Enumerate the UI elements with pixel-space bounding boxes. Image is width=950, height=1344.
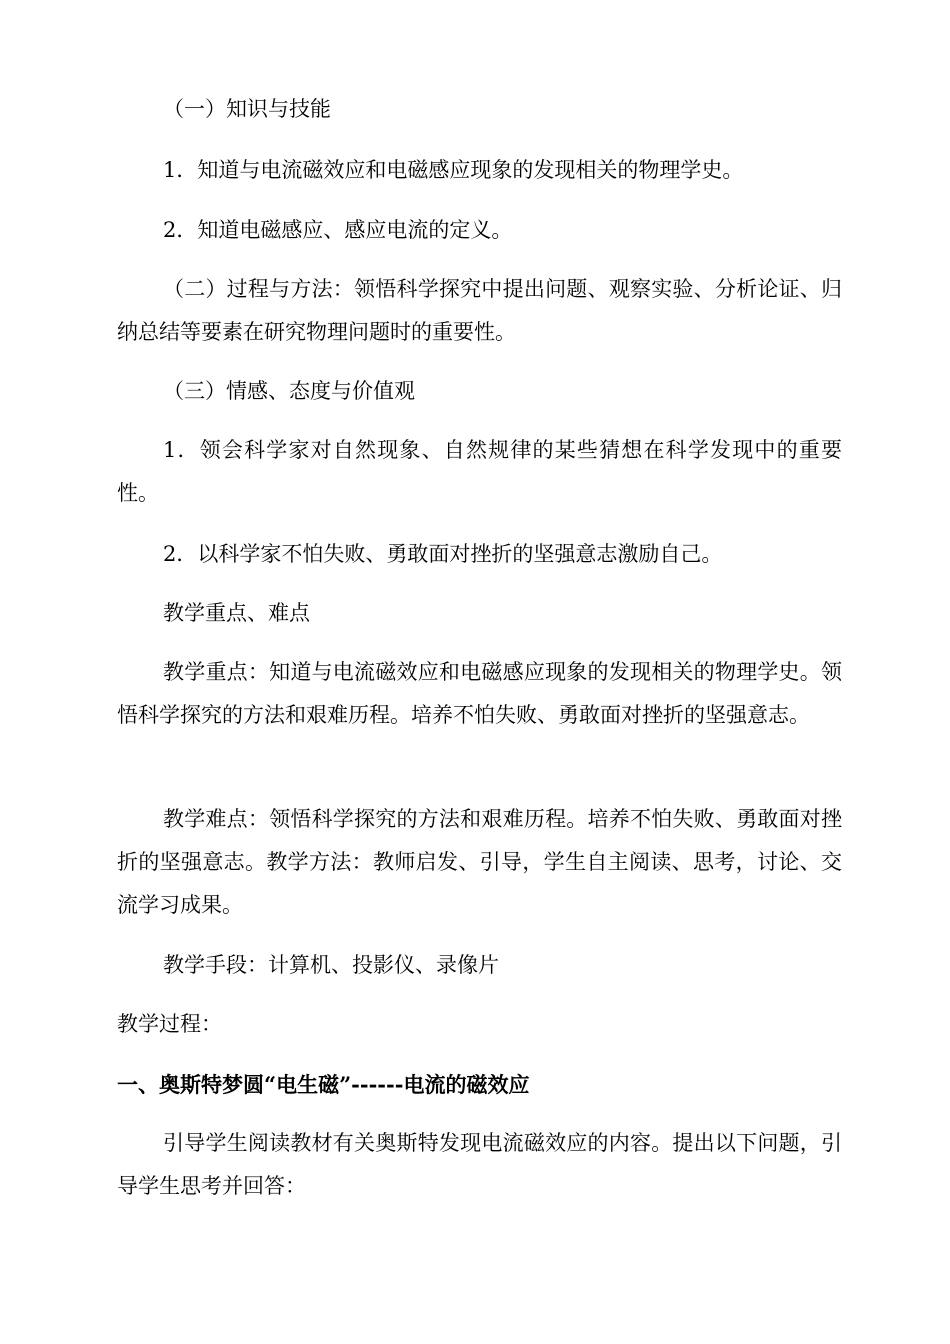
emotion-item-1: 1．领会科学家对自然现象、自然规律的某些猜想在科学发现中的重要性。 <box>117 438 842 505</box>
objective-item-2: 2．知道电磁感应、感应电流的定义。 <box>163 218 513 242</box>
guide-reading-paragraph: 引导学生阅读教材有关奥斯特发现电流磁效应的内容。提出以下问题，引导学生思考并回答： <box>117 1131 842 1198</box>
emotion-item-2: 2．以科学家不怕失败、勇敢面对挫折的坚强意志激励自己。 <box>163 542 723 566</box>
objective-item-1: 1．知道与电流磁效应和电磁感应现象的发现相关的物理学史。 <box>163 158 744 182</box>
section-heading-knowledge-skills: （一）知识与技能 <box>163 97 331 121</box>
key-points-paragraph: 教学重点：知道与电流磁效应和电磁感应现象的发现相关的物理学史。领悟科学探究的方法和艰难历程。培养不怕失败、勇敢面对挫折的坚强意志。 <box>117 660 842 727</box>
section-process-methods: （二）过程与方法：领悟科学探究中提出问题、观察实验、分析论证、归纳总结等要素在研究物理问题时的重要性。 <box>117 277 842 344</box>
teaching-tools-paragraph: 教学手段：计算机、投影仪、录像片 <box>163 953 499 977</box>
section-heading-emotion-values: （三）情感、态度与价值观 <box>163 379 415 403</box>
difficult-points-paragraph: 教学难点：领悟科学探究的方法和艰难历程。培养不怕失败、勇敢面对挫折的坚强意志。教学方法：教师启发、引导，学生自主阅读、思考，讨论、交流学习成果。 <box>117 807 842 917</box>
section-one-heading: 一、奥斯特梦圆“电生磁”------电流的磁效应 <box>117 1072 530 1097</box>
teaching-process-heading: 教学过程： <box>117 1012 222 1036</box>
heading-key-difficult-points: 教学重点、难点 <box>163 601 310 625</box>
